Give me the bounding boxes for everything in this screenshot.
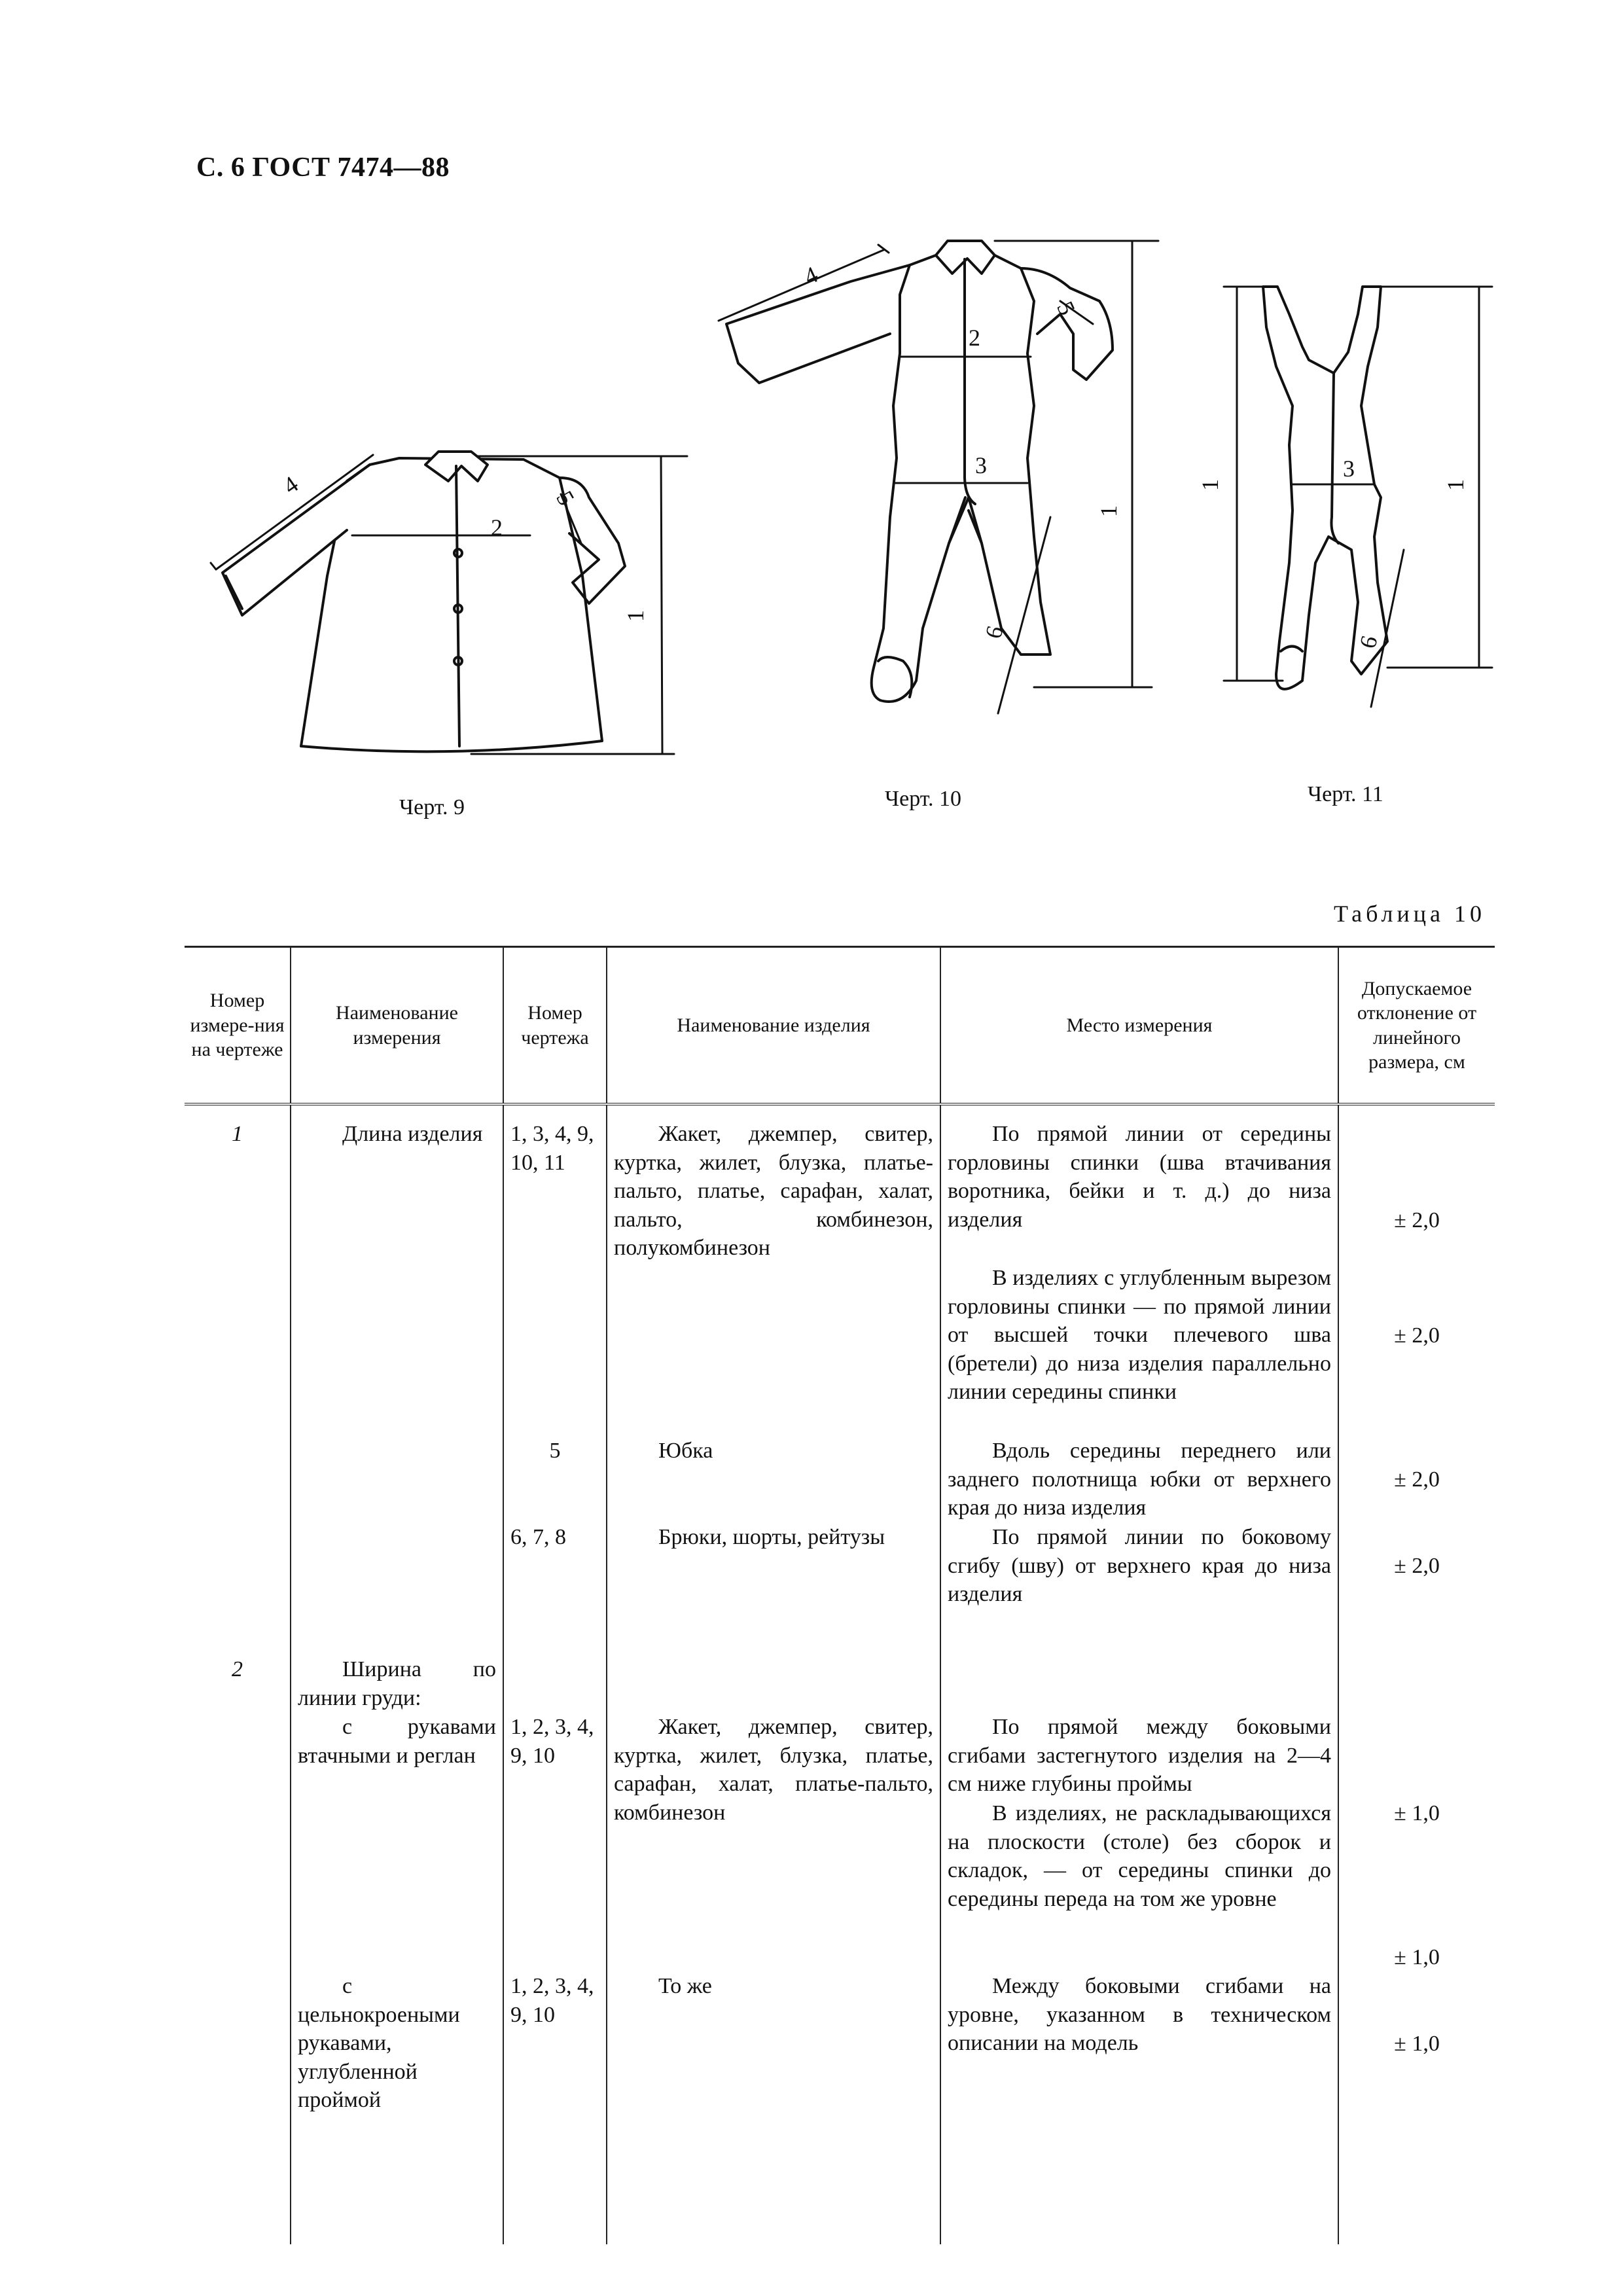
measure-place: Между боковыми сгибами на уровне, указанном в техническом описании на модель — [948, 1974, 1331, 2056]
figure-11-caption: Черт. 11 — [1308, 782, 1383, 806]
measurements-table — [185, 946, 1495, 2244]
table-row — [185, 1642, 1495, 2244]
drawing-numbers: 6, 7, 8 — [510, 1525, 566, 1549]
tolerance-value: ± 2,0 — [1394, 1208, 1440, 1232]
measure-name: Ширина по линии груди: — [298, 1657, 496, 1710]
col-header-tolerance: Допускаемое отклонение от линейного размера, см — [1338, 947, 1495, 1105]
product-name: Брюки, шорты, рейтузы — [658, 1525, 885, 1549]
measure-name: Длина изделия — [342, 1122, 483, 1146]
measure-number: 1 — [232, 1122, 243, 1146]
fig9-label-1: 1 — [622, 610, 649, 622]
col-header-product-name: Наименование изделия — [607, 947, 940, 1105]
col-header-drawing-number: Номер чертежа — [503, 947, 607, 1105]
measure-place: По прямой линии по боковому сгибу (шву) от верхнего края до низа изделия — [948, 1525, 1331, 1607]
product-name: То же — [658, 1974, 712, 1998]
drawing-numbers: 5 — [549, 1439, 561, 1463]
measure-number: 2 — [232, 1657, 243, 1681]
table-header-row — [185, 947, 1495, 1105]
measure-place: Вдоль середины переднего или заднего полотнища юбки от верхнего края до низа изделия — [948, 1439, 1331, 1520]
col-header-measure-number: Номер измере-ния на чертеже — [185, 947, 291, 1105]
fig11-label-6: 6 — [1354, 633, 1383, 651]
tolerance-value: ± 2,0 — [1394, 1467, 1440, 1492]
fig9-label-2: 2 — [491, 514, 503, 541]
fig10-label-2: 2 — [969, 325, 980, 351]
measure-place: По прямой между боковыми сгибами застегнутого изделия на 2—4 см ниже глубины проймы — [948, 1715, 1331, 1797]
table-title: Таблица 10 — [1334, 901, 1486, 927]
product-name: Жакет, джемпер, свитер, куртка, жилет, блузка, платье-пальто, платье, сарафан, халат, пальто, комбинезон, полукомбинезон — [614, 1122, 933, 1261]
figure-9-jacket-drawing — [190, 419, 700, 785]
col-header-measure-place: Место измерения — [940, 947, 1338, 1105]
tolerance-value: ± 1,0 — [1394, 1801, 1440, 1825]
measure-subname: с рукавами втачными и реглан — [298, 1715, 496, 1768]
col-header-measure-name: Наименование измерения — [291, 947, 503, 1105]
figure-11-overalls-drawing — [1197, 275, 1518, 746]
tolerance-value: ± 2,0 — [1394, 1323, 1440, 1348]
figure-9-caption: Черт. 9 — [399, 795, 465, 819]
fig11-label-1-right: 1 — [1442, 479, 1469, 491]
fig9-label-5: 5 — [551, 486, 580, 510]
measure-place: По прямой линии от середины горловины спинки (шва втачивания воротника, бейки и т. д.) до низа изделия — [948, 1122, 1331, 1232]
measure-place: В изделиях, не раскладывающихся на плоскости (столе) без сборок и складок, — от середины спинки до середины переда на том же уровне — [948, 1801, 1331, 1911]
drawing-numbers: 1, 2, 3, 4, 9, 10 — [510, 1715, 594, 1768]
tolerance-value: ± 2,0 — [1394, 1554, 1440, 1578]
fig10-label-6: 6 — [980, 623, 1008, 641]
measure-subname: с цельнокроеными рукавами, углубленной проймой — [298, 1974, 460, 2113]
fig10-label-1: 1 — [1096, 505, 1122, 517]
fig10-label-4: 4 — [800, 261, 822, 290]
drawing-numbers: 1, 3, 4, 9, 10, 11 — [510, 1122, 594, 1175]
table-row — [185, 1104, 1495, 1642]
product-name: Юбка — [658, 1439, 713, 1463]
figure-10-caption: Черт. 10 — [885, 787, 962, 811]
fig11-label-3: 3 — [1343, 456, 1355, 482]
product-name: Жакет, джемпер, свитер, куртка, жилет, блузка, платье, сарафан, халат, платье-пальто, комбинезон — [614, 1715, 933, 1825]
fig10-label-5: 5 — [1052, 297, 1080, 319]
tolerance-value: ± 1,0 — [1394, 1945, 1440, 1969]
page-header: С. 6 ГОСТ 7474—88 — [196, 152, 450, 183]
fig11-label-1-left: 1 — [1197, 479, 1223, 491]
figure-10-jumpsuit-drawing — [707, 236, 1178, 759]
fig9-label-4: 4 — [278, 471, 303, 499]
drawing-numbers: 1, 2, 3, 4, 9, 10 — [510, 1974, 594, 2027]
fig10-label-3: 3 — [975, 452, 987, 478]
tolerance-value: ± 1,0 — [1394, 2032, 1440, 2056]
measure-place: В изделиях с углубленным вырезом горловины спинки — по прямой линии от высшей точки плечевого шва (бретели) до низа изделия параллельно линии середины спинки — [948, 1266, 1331, 1405]
